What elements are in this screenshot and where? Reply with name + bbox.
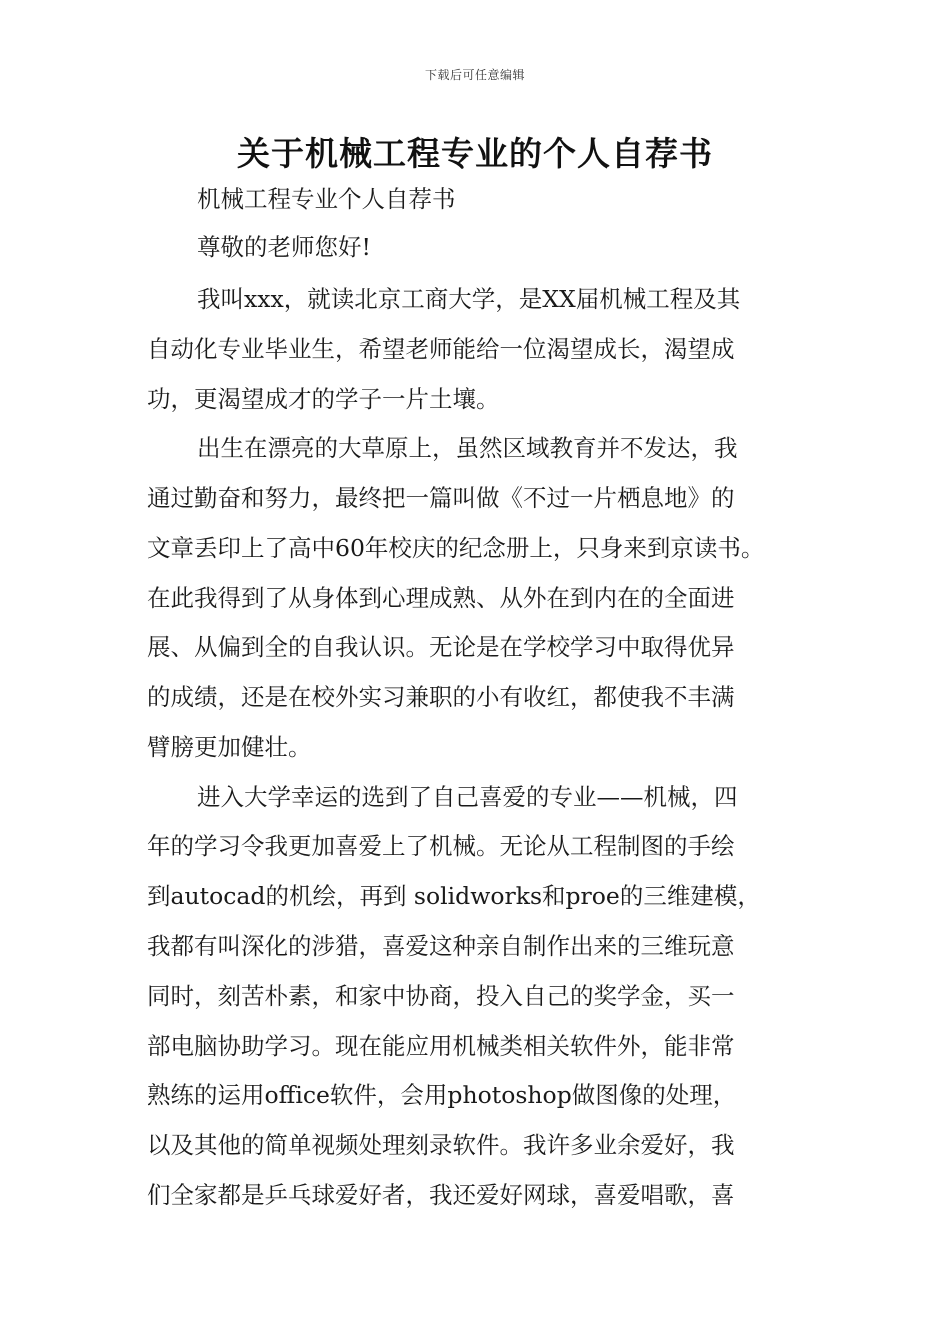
paragraph-2-line-1: 出生在漂亮的大草原上，虽然区域教育并不发达，我 — [197, 434, 738, 462]
paragraph-3-line-2: 年的学习令我更加喜爱上了机械。无论从工程制图的手绘 — [147, 832, 735, 860]
paragraph-2-line-6: 的成绩，还是在校外实习兼职的小有收红，都使我不丰满 — [147, 683, 735, 711]
paragraph-2-line-5: 展、从偏到全的自我认识。无论是在学校学习中取得优异 — [147, 633, 735, 661]
paragraph-3-line-3: 到autocad的机绘，再到 solidworks和proe的三维建模， — [147, 882, 761, 910]
paragraph-3-line-8: 以及其他的简单视频处理刻录软件。我许多业余爱好，我 — [147, 1131, 735, 1159]
paragraph-2-line-2: 通过勤奋和努力，最终把一篇叫做《不过一片栖息地》的 — [147, 484, 735, 512]
header-note: 下载后可任意编辑 — [424, 68, 525, 82]
paragraph-3-line-4: 我都有叫深化的涉猎，喜爱这种亲自制作出来的三维玩意 — [147, 932, 735, 960]
paragraph-3-line-5: 同时，刻苦朴素，和家中协商，投入自己的奖学金，买一 — [147, 982, 735, 1010]
paragraph-3-line-7: 熟练的运用office软件，会用photoshop做图像的处理， — [147, 1081, 737, 1109]
paragraph-1-line-3: 功，更渴望成才的学子一片土壤。 — [147, 385, 500, 413]
document-title: 关于机械工程专业的个人自荐书 — [237, 134, 713, 173]
paragraph-1-line-2: 自动化专业毕业生，希望老师能给一位渴望成长，渴望成 — [147, 335, 735, 363]
paragraph-1-line-1: 我叫xxx，就读北京工商大学，是XX届机械工程及其 — [197, 285, 741, 313]
paragraph-2-line-3: 文章丢印上了高中60年校庆的纪念册上，只身来到京读书。 — [147, 534, 765, 562]
paragraph-2-line-7: 臂膀更加健壮。 — [147, 733, 312, 761]
greeting-line: 尊敬的老师您好! — [197, 233, 371, 261]
document-subtitle: 机械工程专业个人自荐书 — [197, 185, 456, 213]
paragraph-3-line-9: 们全家都是乒乓球爱好者，我还爱好网球，喜爱唱歌，喜 — [147, 1181, 735, 1209]
paragraph-2-line-4: 在此我得到了从身体到心理成熟、从外在到内在的全面进 — [147, 584, 735, 612]
paragraph-3-line-6: 部电脑协助学习。现在能应用机械类相关软件外，能非常 — [147, 1032, 735, 1060]
paragraph-3-line-1: 进入大学幸运的选到了自己喜爱的专业——机械，四 — [197, 783, 738, 811]
